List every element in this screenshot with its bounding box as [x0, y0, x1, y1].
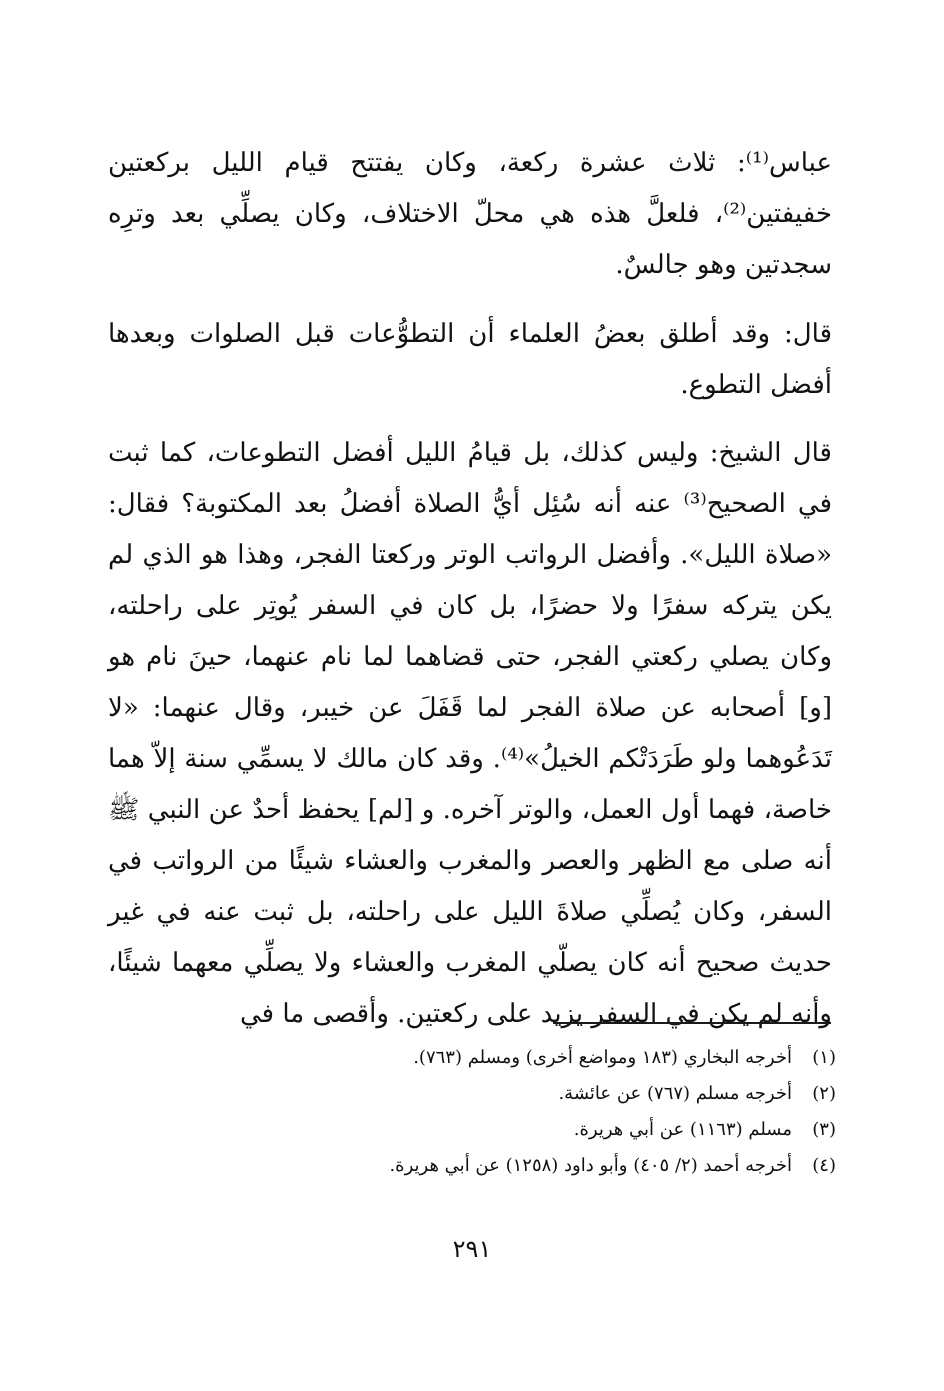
footnote-number: (٣) [812, 1119, 836, 1140]
footnote-text: مسلم (١١٦٣) عن أبي هريرة. [573, 1119, 792, 1140]
paragraph-3: قال الشيخ: وليس كذلك، بل قيامُ الليل أفضل التطوعات، كما ثبت في الصحيح⁽³⁾ عنه أنه سُئِل أيُّ الصلاة أفضلُ بعد المكتوبة؟ فقال: «صلاة الليل». وأفضل الرواتب الوتر وركعتا الفجر، وهذا هو الذي لم يكن يتركه سفرًا ولا حضرًا، بل كان في السفر يُوتِر على راحلته، وكان يصلي ركعتي الفجر، حتى قضاهما لما نام عنهما، حينَ نام هو [و] أصحابه عن صلاة الفجر لما قَفَلَ عن خيبر، وقال عنهما: «لا تَدَعُوهما ولو طَرَدَتْكم الخيلُ»⁽⁴⁾. وقد كان مالك لا يسمِّي سنة إلاّ هما خاصة، فهما أول العمل، والوتر آخره. و [لم] يحفظ أحدٌ عن النبي ﷺ أنه صلى مع الظهر والعصر والمغرب والعشاء شيئًا من الرواتب في السفر، وكان يُصلِّي صلاةَ الليل على راحلته، بل ثبت عنه في غير حديث صحيح أنه كان يصلّي المغرب والعشاء ولا يصلِّي معهما شيئًا، وأنه لم يكن في السفر يزيد على ركعتين. وأقصى ما في [108, 438, 832, 1029]
paragraph-1: عباس⁽¹⁾: ثلاث عشرة ركعة، وكان يفتتح قيام الليل بركعتين خفيفتين⁽²⁾، فلعلَّ هذه هي محلّ الاختلاف، وكان يصلِّي بعد وترِه سجدتين وهو جالسٌ. [108, 148, 832, 280]
footnote-text: أخرجه البخاري (١٨٣ ومواضع أخرى) ومسلم (٧٦٣). [413, 1047, 792, 1068]
footnote-number: (١) [812, 1047, 836, 1068]
footnote-number: (٤) [812, 1155, 836, 1176]
footnote-text: أخرجه أحمد (٢/ ٤٠٥) وأبو داود (١٢٥٨) عن أبي هريرة. [389, 1155, 792, 1176]
page-number: ٢٩١ [452, 1235, 492, 1263]
footnote-text: أخرجه مسلم (٧٦٧) عن عائشة. [558, 1083, 792, 1104]
footnotes-list [106, 1040, 836, 1184]
footnote-4 [106, 1148, 836, 1184]
footnote-2 [106, 1076, 836, 1112]
footnote-divider [553, 1022, 831, 1024]
main-text [108, 138, 832, 1040]
paragraph-2: قال: وقد أطلق بعضُ العلماء أن التطوُّعات قبل الصلوات وبعدها أفضل التطوع. [108, 319, 832, 400]
footnote-3 [106, 1112, 836, 1148]
footnote-number: (٢) [812, 1083, 836, 1104]
footnote-1 [106, 1040, 836, 1076]
